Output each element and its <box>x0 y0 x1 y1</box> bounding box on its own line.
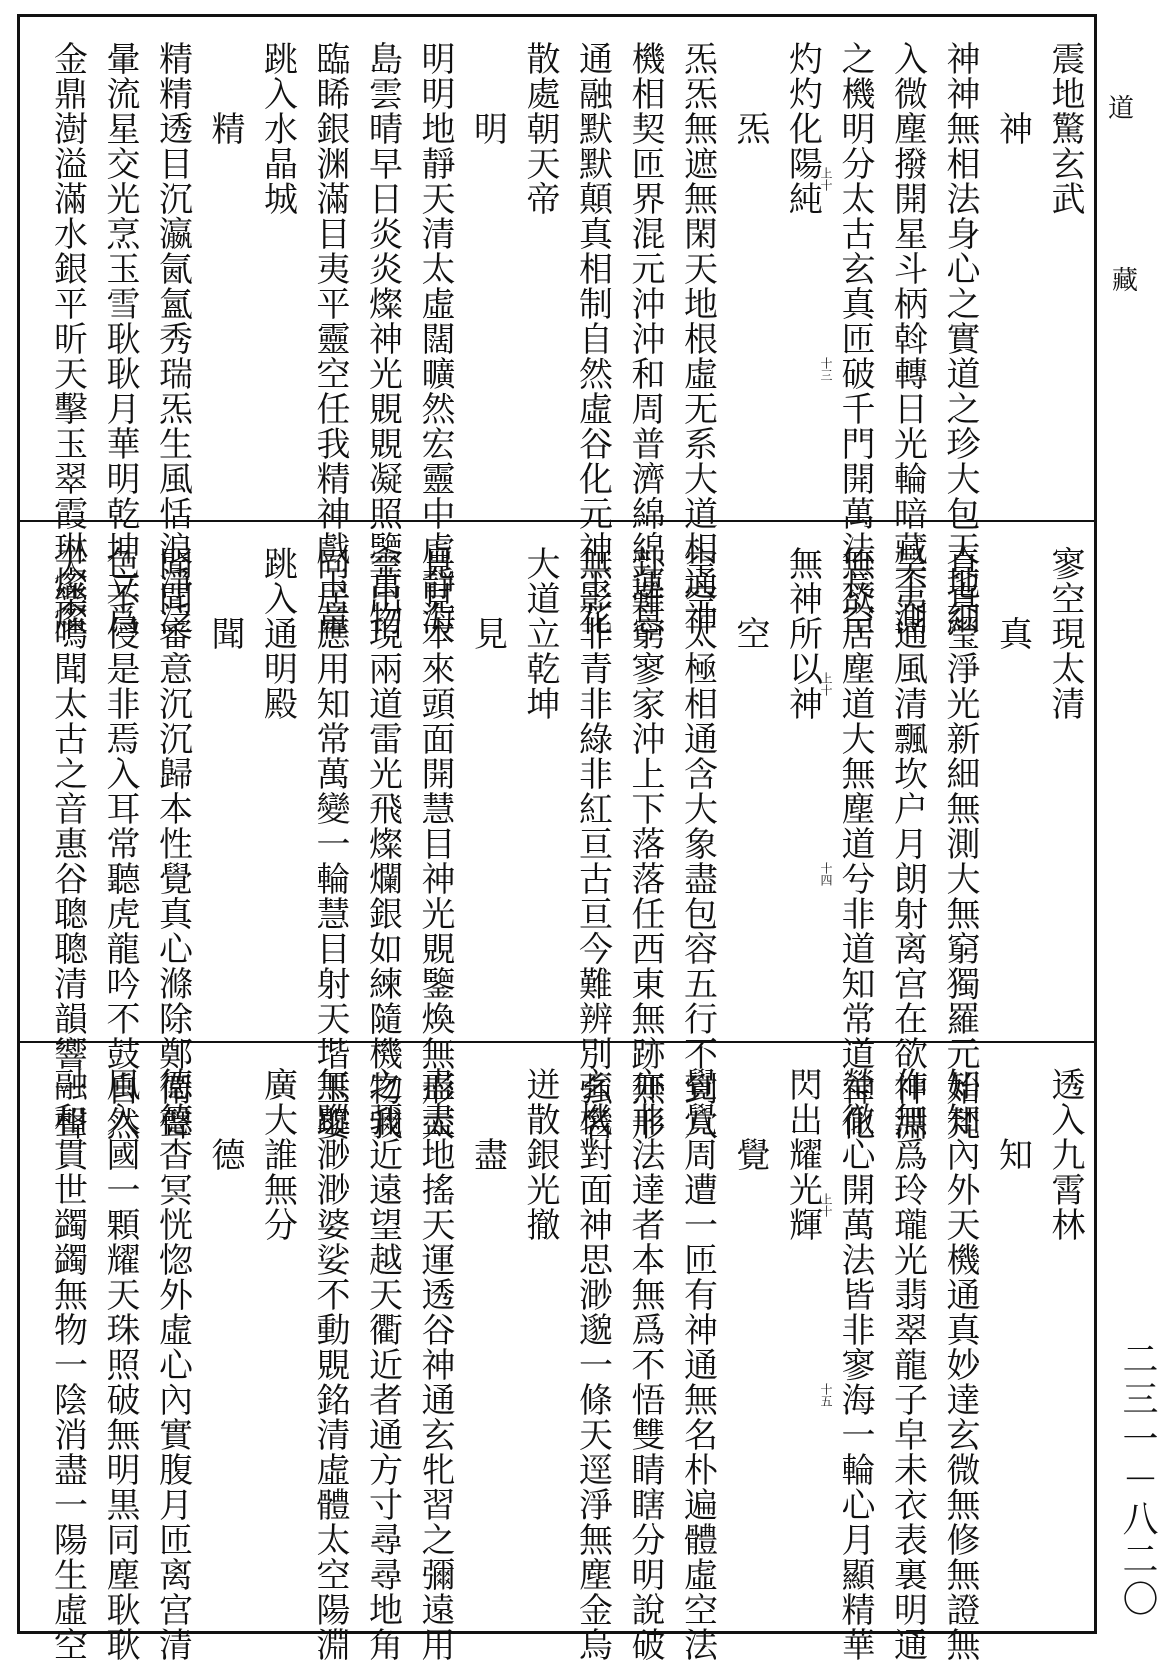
text-column: 昊夷通風清飄坎户月朗射离宫在欲神淵 <box>887 546 928 1141</box>
text-column: 精精透目沉瀛氤氳秀瑞炁生風恬浪淨泛 <box>152 41 193 636</box>
text-column: 精 <box>205 41 245 146</box>
text-column: 神神無相法身心之實道之珍大包天地細 <box>940 41 980 636</box>
text-column: 作無爲玲瓏光翡翠龍子皁未衣表裏明通 <box>887 1067 928 1662</box>
text-column: 跳入通明殿 <box>257 546 298 721</box>
text-column: 臨睎銀渊滿目夷平靈空任我精神戲玉童 <box>310 41 350 636</box>
text-column: 見見本來頭面開慧目神光覞鑒煥無形太 <box>415 546 455 1141</box>
text-column: 之機明分太古玄真匝破千門開萬法長空 <box>835 41 875 636</box>
text-column: 見 <box>467 546 508 651</box>
text-column: 色不侵是非焉入耳常聽虎龍吟不鼓自然 <box>100 546 140 1141</box>
text-column: 天樂鳴聞太古之音惠谷聰聰清韻響一聲 <box>47 546 88 1141</box>
text-column: 卦難窮寥家沖上下落落任西東無跡無形 <box>625 546 665 1141</box>
margin-title-char: 藏 <box>1112 266 1139 296</box>
text-column: 德 <box>205 1067 245 1172</box>
text-column: 散處朝天帝 <box>520 41 560 216</box>
text-column: 覺覺周遭一匝有神通無名朴遍體虛空法 <box>677 1067 718 1662</box>
text-column: 入微塵撥開星斗柄斡轉日光輪暗藏不測 <box>887 41 928 636</box>
text-column: 無影非青非綠非紅亘古亘今難辨別強名 <box>572 546 613 1141</box>
text-column: 同居應用知常萬變一輪慧目射天堦玉嬰 <box>310 546 350 1141</box>
text-column: 德德杳冥恍惚外虛心內實腹月匝离宫清 <box>152 1067 193 1662</box>
text-column: 機相契匝界混元沖沖和周普濟綿綿運息 <box>625 41 665 636</box>
text-column: 真 <box>992 546 1033 651</box>
text-column: 大道立乾坤 <box>520 546 560 721</box>
annotation-note: 上十 <box>819 167 833 191</box>
annotation-note: 上十 <box>819 1193 833 1217</box>
text-column: 神 <box>992 41 1033 146</box>
folio-number: 二三一－八二〇 <box>1117 1340 1158 1620</box>
text-column: 知 <box>992 1067 1033 1172</box>
text-column: 金鼎澍溢滿水銀平昕天擊玉翠霞琳燦燦 <box>47 41 88 636</box>
page-frame <box>17 14 1097 1662</box>
text-column: 真真瑩淨光新細無測大無窮獨羅元始梵 <box>940 546 980 1141</box>
text-column: 震地驚玄武 <box>1045 41 1085 216</box>
text-column: 空 <box>730 546 770 651</box>
text-column: 炁炁無遮無閑天地根虛无系大道相通神 <box>677 41 718 636</box>
text-column: 透入九霄林 <box>1045 1067 1085 1242</box>
annotation-note: 十三 <box>819 357 833 381</box>
text-column: 暈流星交光烹玉雪耿耿月華明乾坤立爲 <box>100 41 140 636</box>
text-column: 覺 <box>730 1067 770 1172</box>
register-middle <box>20 522 1094 1141</box>
text-column: 無神所以神 <box>782 546 823 721</box>
text-column: 盡盡地搖天運透谷神通玄牝習之彌遠用 <box>415 1067 455 1662</box>
text-column: 玄機對面神思渺邈一條天逕淨無塵金烏 <box>572 1067 613 1662</box>
text-column: 跳入水晶城 <box>257 41 298 216</box>
text-column: 明 <box>467 41 508 146</box>
text-column: 島雲晴早日炎炎燦神光覞覞凝照鑒萬物 <box>362 41 403 636</box>
text-column: 聞 <box>205 546 245 651</box>
text-column: 亦非法達者本無爲不悟雙睛瞎分明說破 <box>625 1067 665 1662</box>
text-column: 廣大誰無分 <box>257 1067 298 1242</box>
text-column: 空出現兩道雷光飛燦爛銀如練隨機物我 <box>362 546 403 1141</box>
annotation-note: 十四 <box>819 862 833 886</box>
text-column: 盡 <box>467 1067 508 1172</box>
text-column: 無欲居塵道大無塵道兮非道知常道神化 <box>835 546 875 1141</box>
text-column: 明明地靜天清太虛闊曠然宏靈中虛靜海 <box>415 41 455 636</box>
text-column: 灼灼化陽純 <box>782 41 823 216</box>
text-column: 炁 <box>730 41 770 146</box>
margin-title-char: 道 <box>1108 94 1135 124</box>
annotation-note: 上十 <box>819 672 833 696</box>
text-column: 無蹤渺渺婆娑不動覞銘清虛體太空陽淵 <box>310 1067 350 1662</box>
text-column: 通融默默顛真相制自然虛谷化元神玉花 <box>572 41 613 636</box>
text-column: 迸散銀光撤 <box>520 1067 560 1242</box>
text-column: 之彌近遠望越天衢近者通方寸尋尋地角 <box>362 1067 403 1662</box>
text-column: 知知內外天機通真妙達玄微無修無證無 <box>940 1067 980 1662</box>
text-column: 瑩徹心開萬法皆非寥海一輪心月顯精華 <box>835 1067 875 1662</box>
register-bottom <box>20 1043 1094 1662</box>
text-column: 風入國一顆耀天珠照破無明黒同塵耿耿 <box>100 1067 140 1662</box>
text-column: 空空太極相通含大象盡包容五行不到八 <box>677 546 718 1141</box>
text-column: 聞聞審意沉沉歸本性覺真心滌除鄭衛聲 <box>152 546 193 1141</box>
annotation-note: 十五 <box>819 1383 833 1407</box>
text-column: 融和貫世蠲蠲無物一陰消盡一陽生虛空 <box>47 1067 88 1662</box>
text-column: 寥空現太清 <box>1045 546 1085 721</box>
text-column: 閃出耀光輝 <box>782 1067 823 1242</box>
